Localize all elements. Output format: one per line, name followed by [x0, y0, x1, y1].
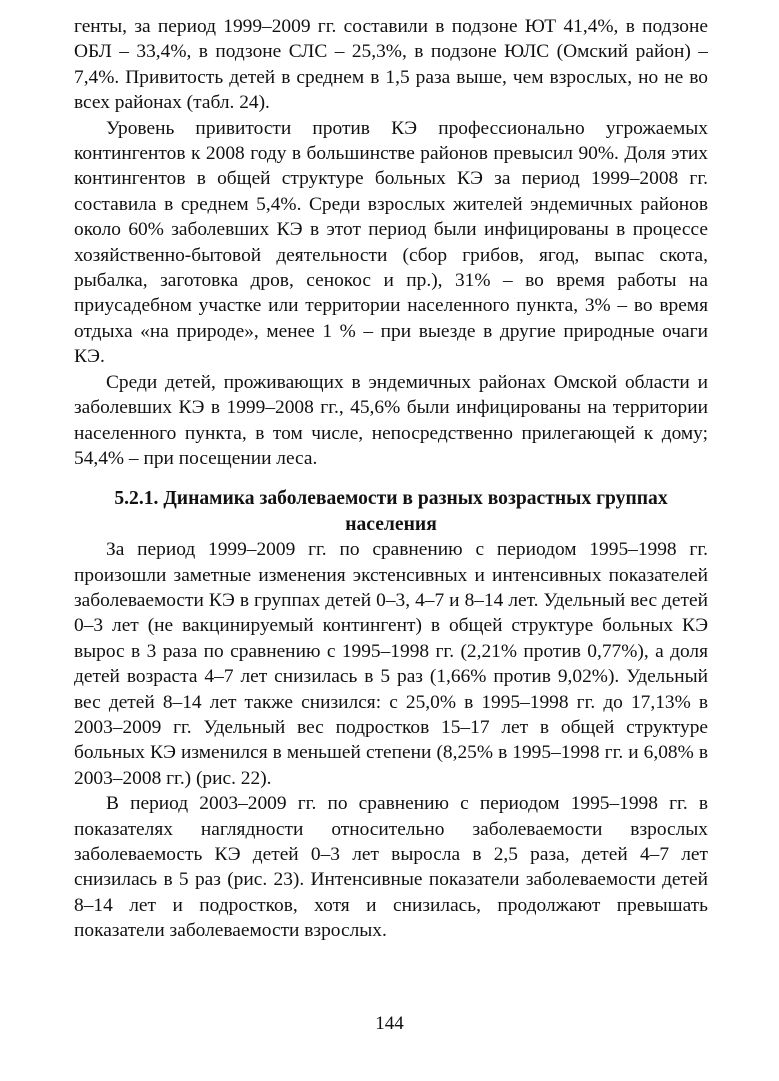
section-heading: 5.2.1. Динамика заболеваемости в разных возрастных группах населения — [114, 488, 668, 535]
paragraph-children-infection: Среди детей, проживающих в эндемичных районах Омской области и заболевших КЭ в 1999–2008 гг., 45,6% были инфицированы на территории населенного пункта, в том числе, непосредственно прилегающей к дому; 54,4% – при посещении леса. — [74, 371, 708, 469]
paragraph-comparison: В период 2003–2009 гг. по сравнению с периодом 1995–1998 гг. в показателях наглядности относительно заболеваемости взрослых заболеваемость КЭ детей 0–3 лет выросла в 2,5 раза, детей 4–7 лет снизилась в 5 раз (рис. 23). Интенсивные показатели заболеваемости детей 8–14 лет и подростков, хотя и снизилась, продолжают превышать показатели заболеваемости взрослых. — [74, 793, 708, 942]
page-body — [74, 14, 708, 944]
paragraph-continuation: генты, за период 1999–2009 гг. составили в подзоне ЮТ 41,4%, в подзоне ОБЛ – 33,4%, в подзоне СЛС – 25,3%, в подзоне ЮЛС (Омский район) – 7,4%. Привитость детей в среднем в 1,5 раза выше, чем взрослых, но не во всех районах (табл. 24). — [74, 16, 708, 114]
paragraph-vaccination-level: Уровень привитости против КЭ профессионально угрожаемых контингентов к 2008 году в большинстве районов превысил 90%. Доля этих контингентов в общей структуре больных КЭ за период 1999–2008 гг. составила в среднем 5,4%. Среди взрослых жителей эндемичных районов около 60% заболевших КЭ в этот период были инфицированы в процессе хозяйственно-бытовой деятельности (сбор грибов, ягод, выпас скота, рыбалка, заготовка дров, сенокос и пр.), 31% – во время работы на приусадебном участке или территории населенного пункта, 3% – во время отдыха «на природе», менее 1 % – при выезде в другие природные очаги КЭ. — [74, 117, 708, 368]
page-number: 144 — [375, 1013, 404, 1034]
paragraph-dynamics: За период 1999–2009 гг. по сравнению с периодом 1995–1998 гг. произошли заметные изменения экстенсивных и интенсивных показателей заболеваемости КЭ в группах детей 0–3, 4–7 и 8–14 лет. Удельный вес детей 0–3 лет (не вакцинируемый контингент) в общей структуре больных КЭ вырос в 3 раза по сравнению с 1995–1998 гг. (2,21% против 0,77%), а доля детей возраста 4–7 лет снизилась в 5 раз (1,66% против 9,02%). Удельный вес детей 8–14 лет также снизился: с 25,0% в 1995–1998 гг. до 17,13% в 2003–2009 гг. Удельный вес подростков 15–17 лет в общей структуре больных КЭ изменился в меньшей степени (8,25% в 1995–1998 гг. и 6,08% в 2003–2008 гг.) (рис. 22). — [74, 539, 708, 789]
